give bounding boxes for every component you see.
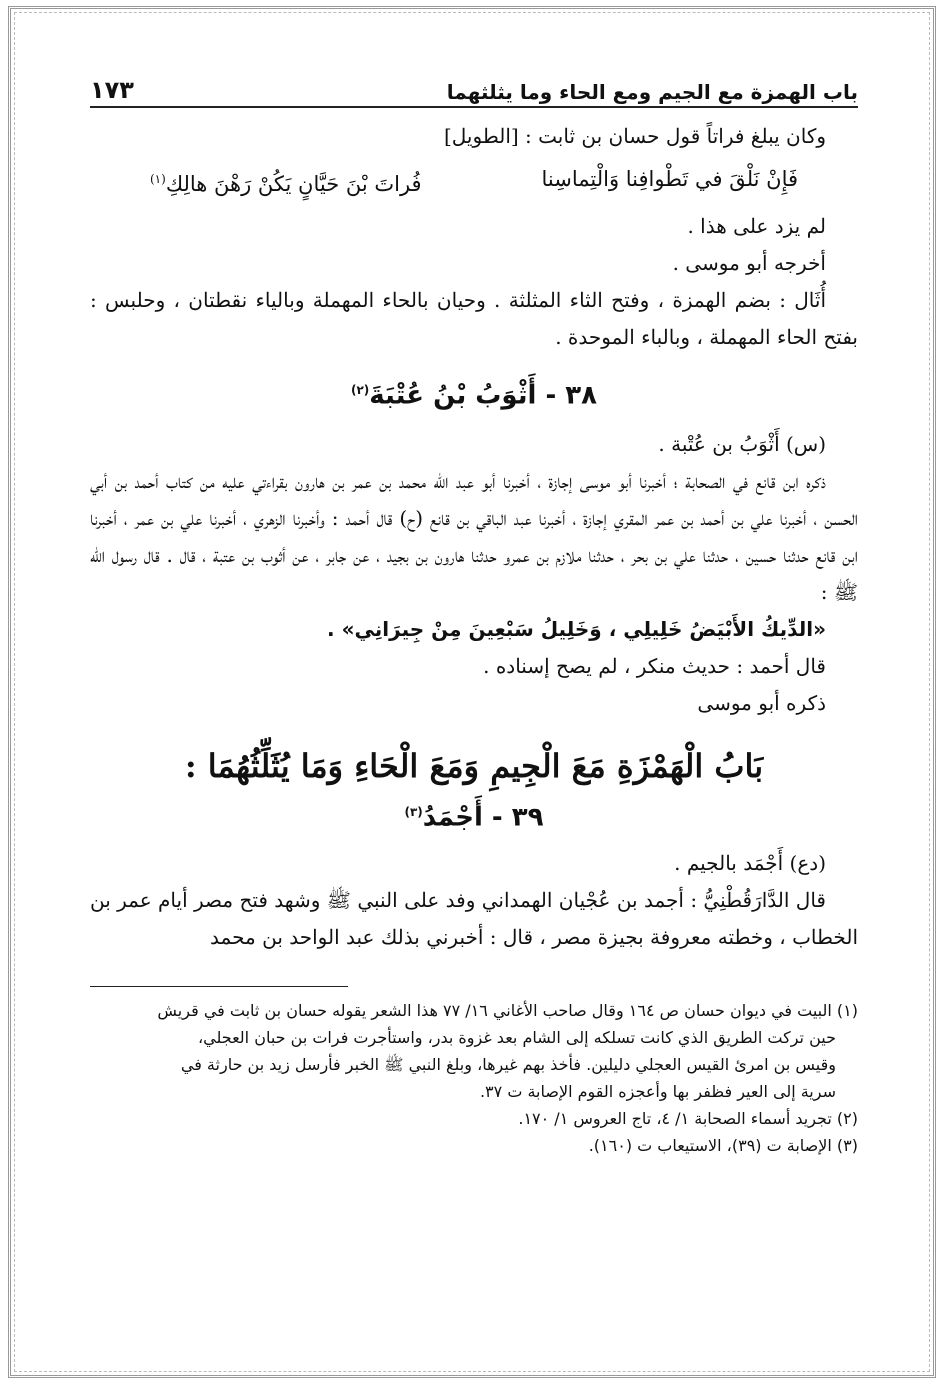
footnote-2: (٢) تجريد أسماء الصحابة ١/ ٤، تاج العروس ١/ ١٧٠. bbox=[518, 1109, 858, 1129]
paragraph: أخرجه أبو موسى . bbox=[672, 251, 826, 275]
running-title: باب الهمزة مع الجيم ومع الحاء وما يثلثهما bbox=[446, 80, 858, 104]
entry-39-title-wrap bbox=[90, 792, 858, 838]
footnote-3: (٣) الإصابة ت (٣٩)، الاستيعاب ت (١٦٠). bbox=[588, 1136, 858, 1156]
footnotes bbox=[90, 997, 858, 1159]
verse-second-hemistich-wrap bbox=[150, 155, 422, 208]
paragraph: ذكره أبو موسى bbox=[697, 690, 826, 715]
footnote-separator bbox=[90, 986, 348, 987]
footnote-ref-3: (٣) bbox=[404, 804, 423, 819]
footnote-1-line: وقيس بن امرئ القيس العجلي دليلين. فأخذ بهم غيرها، وبلغ النبي ﷺ الخبر فأرسل زيد بن حارثة في bbox=[180, 1055, 836, 1075]
hadith-text: «الدِّيكُ الأَبْيَضُ خَلِيلِي ، وَخَلِيلُ سَبْعِينَ مِنْ جِيرَانِي» . bbox=[327, 616, 826, 641]
footnote-ref-2: (٢) bbox=[350, 383, 370, 397]
paragraph: أُثَال : بضم الهمزة ، وفتح الثاء المثلثة . وحيان بالحاء المهملة وبالياء نقطتان ، وحلبس : بفتح الحاء المهملة ، وبالباء الموحدة . bbox=[90, 288, 858, 349]
paragraph: (س) أَثْوَبُ بن عُتْبة . bbox=[658, 431, 826, 456]
verse-second-hemistich: فُراتَ بْنَ حَيَّانٍ يَكُنْ رَهْنَ هالِكِ bbox=[165, 172, 422, 196]
intro-line: وكان يبلغ فراتاً قول حسان بن ثابت : [الطويل] bbox=[443, 124, 826, 148]
entry-39-title: ٣٩ - أَجْمَدُ bbox=[422, 802, 544, 833]
paragraph: (دع) أَجْمَد بالجيم . bbox=[674, 851, 826, 876]
chapter-title: بَابُ الْهَمْزَةِ مَعَ الْجِيمِ وَمَعَ الْحَاءِ وَمَا يُثَلِّثُهُمَا : bbox=[184, 746, 764, 785]
footnote-1-line: حين تركت الطريق الذي كانت تسلكه إلى الشام بعد غزوة بدر، واستأجرت فرات بن حبان العجلي، bbox=[197, 1028, 836, 1048]
paragraph: ذكره ابن قانع في الصحابة ؛ أخبرنا أبو موسى إجازة ، أخبرنا أبو عبد الله محمد بن عمر بن هارون بقراءتي عليه من كتاب أحمد بن أبي الحسن ، أخبرنا علي بن أحمد بن عمر المقري إجازة ، أخبرنا عبد الباقي بن قانع (ح) قال أحمد : وأخبرنا الزهري ، أخبرنا علي بن عمر ، أخبرنا ابن قانع حدثنا حسين ، حدثنا علي بن بحر ، حدثنا ملازم بن عمرو حدثنا هارون بن بجيد ، عن جابر ، عن أثوب بن عتبة ، قال . قال رسول الله ﷺ : bbox=[90, 468, 858, 604]
entry-38-title: ٣٨ - أَثْوَبُ بْنُ عُتْبَةَ bbox=[369, 380, 598, 411]
page-number: ١٧٣ bbox=[90, 76, 134, 104]
paragraph: قال الدَّارَقُطْنِيُّ : أجمد بن عُجْيان الهمداني وفد على النبي ﷺ وشهد فتح مصر أيام عمر بن الخطاب ، وخطته معروفة بجيزة مصر ، قال : أخبرني بذلك عبد الواحد بن محمد bbox=[90, 888, 858, 950]
page-header bbox=[90, 64, 858, 108]
entry-38-title-wrap bbox=[90, 366, 858, 420]
footnote-1-line: سرية إلى العير فظفر بها وأعجزه القوم الإصابة ت ٣٧. bbox=[479, 1082, 836, 1102]
paragraph: لم يزد على هذا . bbox=[687, 214, 826, 238]
poem-verse bbox=[90, 155, 858, 208]
page-content bbox=[90, 64, 858, 1159]
verse-first-hemistich: فَإِنْ نَلْقَ في تَطْوافِنا وَالْتِماسِنا bbox=[541, 167, 799, 191]
footnote-1-line: (١) البيت في ديوان حسان ص ١٦٤ وقال صاحب الأغاني ١٦/ ٧٧ هذا الشعر يقوله حسان بن ثابت في قريش bbox=[157, 1001, 858, 1021]
footnote-ref-1: (١) bbox=[149, 172, 166, 186]
paragraph: قال أحمد : حديث منكر ، لم يصح إسناده . bbox=[483, 653, 826, 678]
